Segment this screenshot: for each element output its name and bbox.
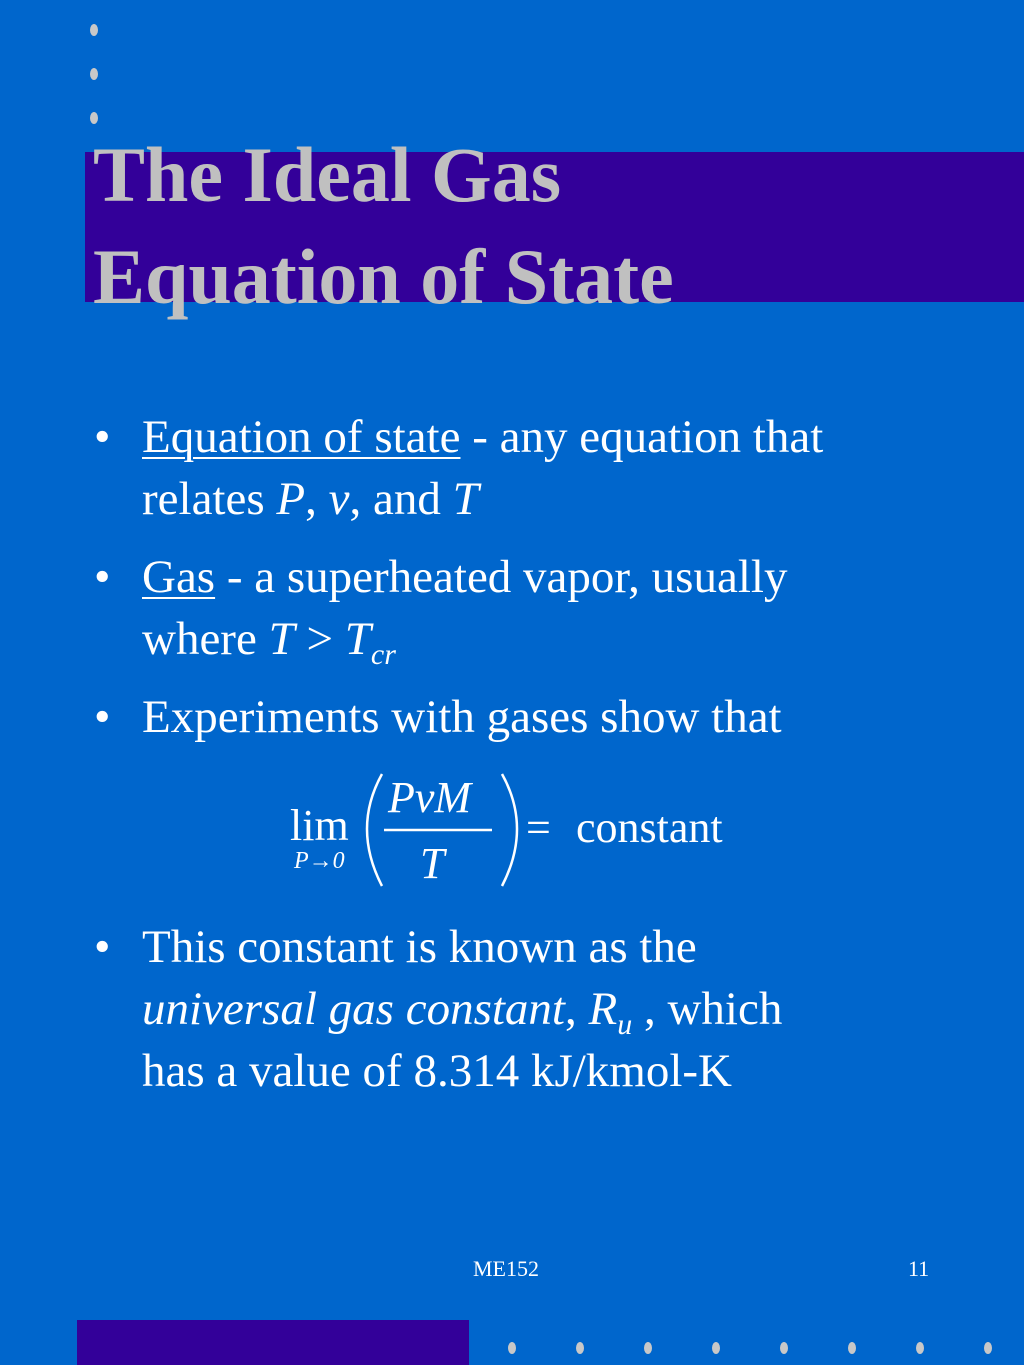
var-t: T <box>268 613 295 665</box>
bullet-equation-of-state <box>92 406 1022 530</box>
equals-sign: = <box>526 803 551 852</box>
decor-dot <box>780 1342 788 1354</box>
bullet-gas <box>92 546 1022 670</box>
bullet-text: > <box>294 613 345 665</box>
footer-page-number: 11 <box>908 1256 930 1281</box>
denominator: T <box>420 839 445 888</box>
bullet-text: , <box>564 983 589 1035</box>
bullet-mark: • <box>94 551 111 603</box>
decor-dot <box>90 68 98 80</box>
numerator: PvM <box>388 773 472 822</box>
limit-equation <box>280 760 760 900</box>
rhs-constant: constant <box>576 803 723 852</box>
var-tcr: T <box>344 613 371 665</box>
var-t: T <box>452 473 479 525</box>
var-r: R <box>588 983 618 1035</box>
bullet-mark: • <box>94 921 111 973</box>
slide-title <box>93 124 674 328</box>
left-paren <box>367 774 382 886</box>
bullet-text: - a superheated vapor, usually <box>215 551 788 603</box>
decor-dot <box>712 1342 720 1354</box>
term-equation-of-state: Equation of state <box>142 411 461 463</box>
subscript-u: u <box>617 1008 633 1041</box>
bullet-mark: • <box>94 691 111 743</box>
footer-course: ME152 <box>473 1256 539 1281</box>
bullet-text: - any equation that <box>460 411 824 463</box>
bullet-experiments <box>92 686 1022 748</box>
decor-dot <box>90 112 98 124</box>
title-line-2: Equation of State <box>93 233 674 320</box>
term-universal-gas-constant: universal gas constant <box>142 983 565 1035</box>
decor-dot <box>848 1342 856 1354</box>
decor-dot <box>90 24 98 36</box>
lim-subscript: P→0 <box>294 848 345 874</box>
lim-text: lim <box>290 801 349 850</box>
bullet-universal-gas-constant <box>92 916 1022 1102</box>
right-paren <box>502 774 517 886</box>
decor-dot <box>916 1342 924 1354</box>
decor-dot <box>644 1342 652 1354</box>
bullet-text: , which <box>632 983 783 1035</box>
bullet-text: has a value of 8.314 kJ/kmol-K <box>142 1045 733 1097</box>
bullet-text: , and <box>349 473 453 525</box>
term-gas: Gas <box>142 551 216 603</box>
bottom-band <box>77 1320 469 1365</box>
bullet-mark: • <box>94 411 111 463</box>
subscript-cr: cr <box>370 638 396 671</box>
title-line-1: The Ideal Gas <box>93 131 562 218</box>
bullet-text: , <box>305 473 329 525</box>
decor-dot <box>508 1342 516 1354</box>
decor-dot <box>576 1342 584 1354</box>
bullet-text: where <box>142 613 269 665</box>
var-v: v <box>328 473 350 525</box>
var-p: P <box>276 473 306 525</box>
bullet-text: This constant is known as the <box>142 921 697 973</box>
bullet-text: relates <box>142 473 277 525</box>
decor-dot <box>984 1342 992 1354</box>
bullet-text: Experiments with gases show that <box>142 691 782 743</box>
